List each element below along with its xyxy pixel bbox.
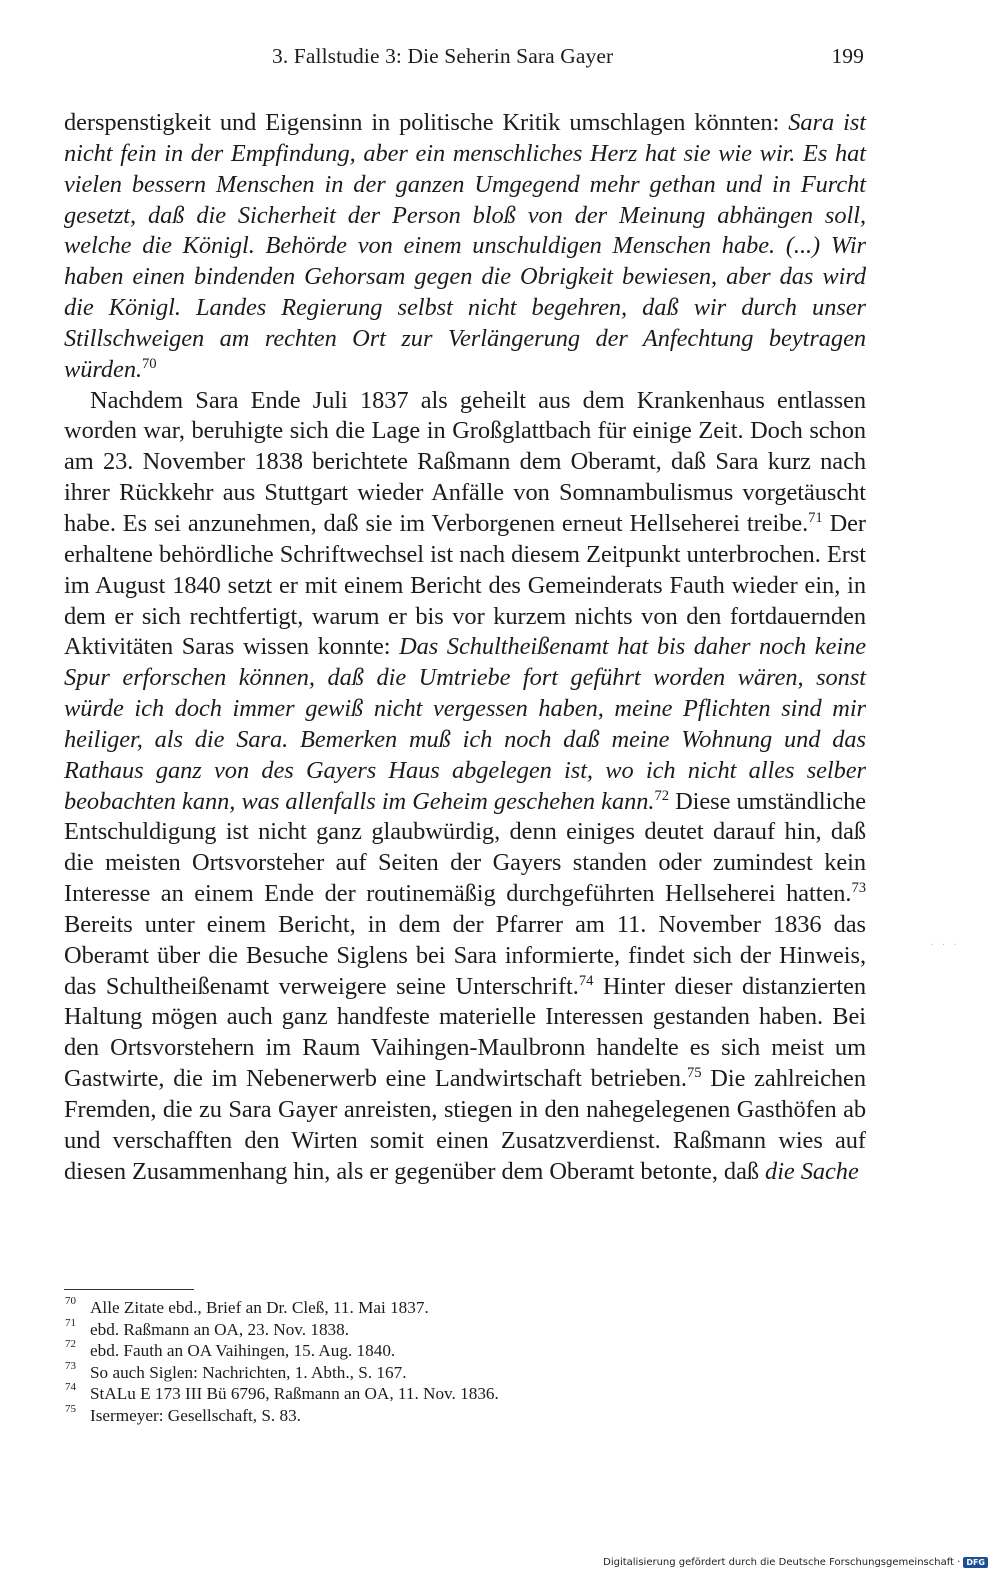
footnote-ref-70[interactable]: 70 — [142, 355, 157, 372]
footnote-text: Alle Zitate ebd., Brief an Dr. Cleß, 11. Mai 1837. — [90, 1298, 429, 1317]
text-run: Bereits unter einem Bericht, in dem der Pfarrer am 11. November 1836 das Oberamt über die Besuche Siglens bei Sara informierte, findet sich der Hinweis, das Schultheißenamt verweigere seine Unterschrift. — [64, 910, 866, 1000]
footnote-number: 75 — [65, 1402, 76, 1415]
quote-sara-petition: Sara ist nicht fein in der Empfindung, aber ein menschliches Herz hat sie wie wir. Es hat vielen bessern Menschen in der ganzen Umgegend mehr gethan und in Furcht gesetzt, daß die Sicherheit der Person bloß von der Meinung abhängen soll, welche die Königl. Behörde von einem unschuldigen Menschen habe. (...) Wir haben einen bindenden Gehorsam gegen die Obrigkeit bewiesen, aber das wird die Königl. Landes Regierung selbst nicht begehren, daß wir durch unser Stillschweigen am rechten Ort zur Verlängerung der Anfechtung beytragen würden. — [64, 109, 866, 383]
quote-fauth-report: Das Schultheißenamt hat bis daher noch keine Spur erforschen können, daß die Umtriebe fort geführt worden wären, sonst würde ich doch immer gewiß nicht vergessen haben, meine Pflichten sind mir heiliger, als die Sara. Bemerken muß ich noch daß meine Wohnung und das Rathaus ganz von des Gayers Haus abgelegen ist, wo ich nicht alles selber beobachten kann, was allenfalls im Geheim geschehen kann. — [64, 633, 866, 815]
footnote-ref-75[interactable]: 75 — [686, 1065, 702, 1082]
footnote-75 — [64, 1402, 764, 1427]
footnote-71 — [64, 1316, 764, 1341]
paragraph-1 — [64, 108, 866, 386]
main-text — [64, 108, 866, 1188]
footnote-text: So auch Siglen: Nachrichten, 1. Abth., S. 167. — [90, 1362, 407, 1382]
footnote-ref-71[interactable]: 71 — [808, 509, 823, 526]
scan-artifact: · · · — [930, 940, 960, 951]
text-run: Nachdem Sara Ende Juli 1837 als geheilt aus dem Krankenhaus entlassen worden war, beruhigte sich die Lage in Großglattbach für einige Zeit. Doch schon am 23. November 1838 berichtete Raßmann dem Oberamt, daß Sara kurz nach ihrer Rückkehr aus Stuttgart wieder Anfälle von Somnambulismus vorgetäuscht habe. Es sei anzunehmen, daß sie im Verborgenen erneut Hellseherei treibe. — [64, 386, 866, 537]
page-number: 199 — [831, 44, 864, 68]
text-run: Hinter dieser distanzierten Haltung mögen auch ganz handfeste materielle Interessen gestanden haben. Bei den Ortsvorstehern im Raum Vaihingen-Maulbronn handelte es sich meist um Gastwirte, die im Nebenerwerb eine Landwirtschaft betrieben. — [64, 972, 866, 1093]
footnote-73 — [64, 1359, 764, 1384]
footnote-70 — [64, 1297, 764, 1319]
footnote-number: 72 — [65, 1338, 76, 1350]
footnote-number: 70 — [65, 1295, 76, 1307]
funding-banner — [603, 1557, 988, 1568]
footnotes — [64, 1297, 764, 1426]
footnote-ref-74[interactable]: 74 — [578, 972, 594, 989]
footnote-number: 71 — [65, 1316, 76, 1329]
footnote-72 — [64, 1340, 764, 1362]
footnote-text: ebd. Fauth an OA Vaihingen, 15. Aug. 1840. — [90, 1341, 396, 1360]
dfg-logo-icon: DFG — [963, 1557, 988, 1568]
footnote-text: Isermeyer: Gesellschaft, S. 83. — [90, 1405, 301, 1425]
footnote-ref-73[interactable]: 73 — [851, 880, 866, 897]
footnote-ref-72[interactable]: 72 — [654, 787, 669, 804]
footnote-number: 74 — [65, 1381, 76, 1393]
text-run: Diese umständliche Entschuldigung ist nicht ganz glaubwürdig, denn einiges deutet darauf hin, daß die meisten Ortsvorsteher auf Seiten der Gayers standen oder zumindest kein Interesse an einem Ende der routinemäßig durchgeführten Hellseherei hatten. — [64, 787, 866, 908]
footnote-number: 73 — [65, 1359, 76, 1372]
funding-text: Digitalisierung gefördert durch die Deutsche Forschungsgemeinschaft · — [603, 1557, 961, 1568]
footnote-divider — [64, 1289, 194, 1290]
running-title: 3. Fallstudie 3: Die Seherin Sara Gayer — [272, 44, 614, 68]
footnote-text: ebd. Raßmann an OA, 23. Nov. 1838. — [90, 1319, 350, 1339]
text-run: Der erhaltene behördliche Schriftwechsel ist nach diesem Zeitpunkt unterbrochen. Erst im August 1840 setzt er mit einem Bericht des Gemeinderats Fauth wieder ein, in dem er sich rechtfertigt, warum er bis vor kurzem nichts von den fortdauernden Aktivitäten Saras wissen konnte: — [64, 509, 866, 661]
text-run: Die zahlreichen Fremden, die zu Sara Gayer anreisten, stiegen in den nahegelegenen Gasthöfen ab und verschafften den Wirten somit einen Zusatzverdienst. Raßmann wies auf diesen Zusammenhang hin, als er gegenüber dem Oberamt betonte, daß — [64, 1065, 866, 1185]
paragraph-2 — [64, 386, 866, 1188]
italic-tail: die Sache — [765, 1157, 859, 1185]
footnote-74 — [64, 1383, 764, 1405]
footnote-text: StALu E 173 III Bü 6796, Raßmann an OA, 11. Nov. 1836. — [90, 1384, 499, 1403]
text-run: derspenstigkeit und Eigensinn in politische Kritik umschlagen könnten: — [64, 109, 789, 136]
